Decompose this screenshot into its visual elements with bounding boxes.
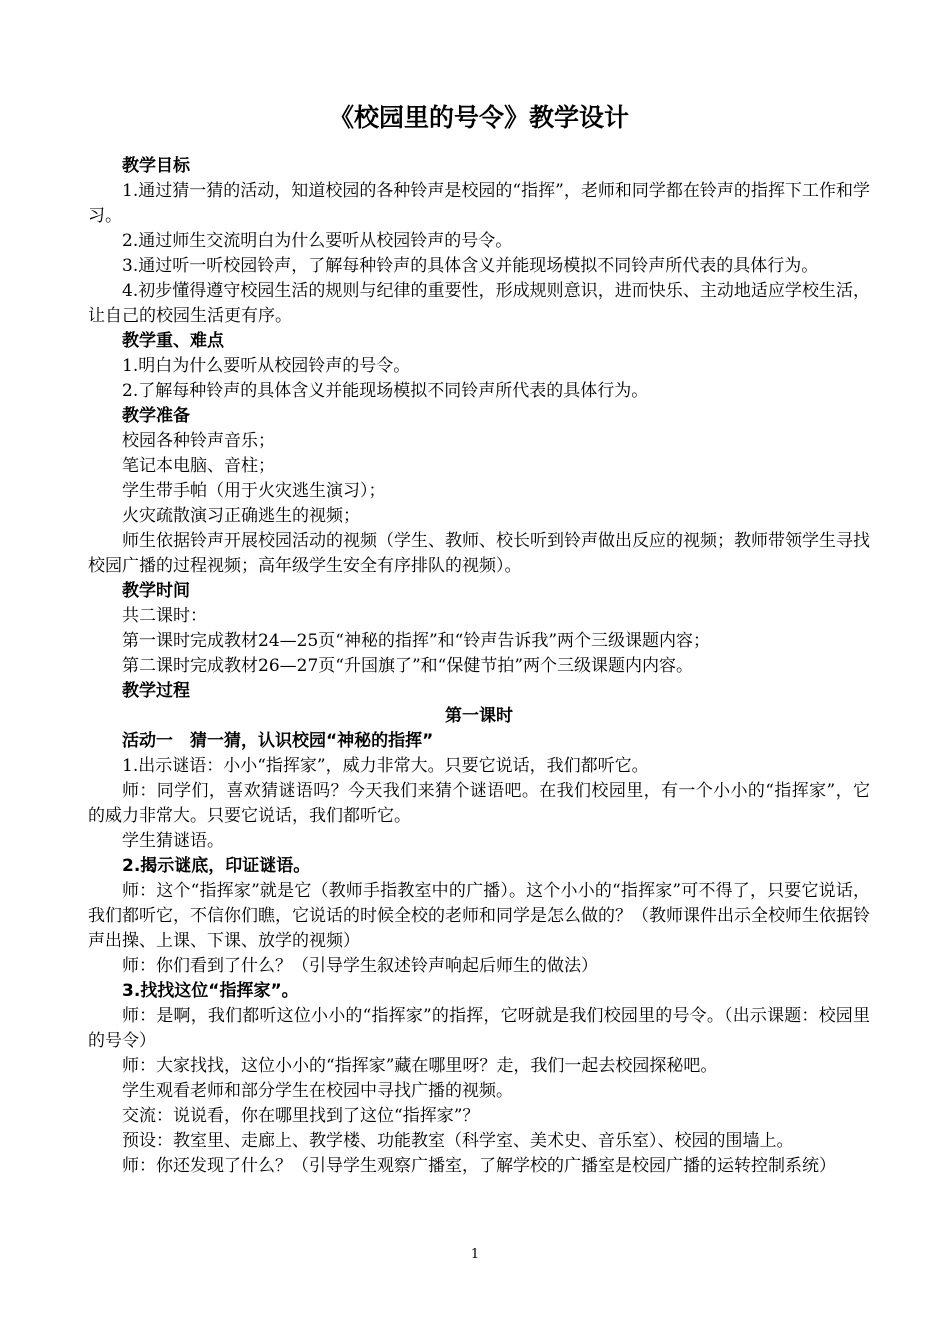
time-item: 第二课时完成教材26—27页“升国旗了”和“保健节拍”两个三级课题内内容。	[122, 656, 694, 676]
prep-item: 学生带手帕（用于火灾逃生演习）；	[122, 481, 386, 501]
activity-paragraph: 师：同学们，喜欢猜谜语吗？今天我们来猜个谜语吧。在我们校园里，有一个小小的“指挥家”，它的威力非常大。只要它说话，我们都听它。	[88, 781, 870, 826]
step-paragraph: 师：大家找找，这位小小的“指挥家”藏在哪里呀？走，我们一起去校园探秘吧。	[122, 1056, 718, 1076]
step-paragraph: 预设：教室里、走廊上、教学楼、功能教室（科学室、美术史、音乐室）、校园的围墙上。	[122, 1131, 794, 1151]
prep-item: 笔记本电脑、音柱；	[122, 456, 275, 476]
section-heading-time: 教学时间	[122, 581, 190, 601]
document-title: 《校园里的号令》教学设计	[328, 103, 629, 132]
activity-paragraph: 1.出示谜语：小小“指挥家”，威力非常大。只要它说话，我们都听它。	[122, 756, 649, 776]
prep-item: 校园各种铃声音乐；	[122, 431, 275, 451]
goal-item: 1.通过猜一猜的活动，知道校园的各种铃声是校园的“指挥”，老师和同学都在铃声的指挥下工作和学习。	[88, 181, 870, 226]
section-heading-preparation: 教学准备	[122, 406, 190, 426]
step-heading: 2.揭示谜底，印证谜语。	[122, 856, 311, 876]
lesson-heading: 第一课时	[445, 706, 513, 726]
prep-item: 火灾疏散演习正确逃生的视频；	[122, 506, 360, 526]
activity-paragraph: 学生猜谜语。	[122, 831, 224, 851]
key-point-item: 1.明白为什么要听从校园铃声的号令。	[122, 356, 411, 376]
goal-item: 2.通过师生交流明白为什么要听从校园铃声的号令。	[122, 231, 513, 251]
goal-item: 4.初步懂得遵守校园生活的规则与纪律的重要性，形成规则意识，进而快乐、主动地适应学校生活，让自己的校园生活更有序。	[88, 281, 870, 326]
page-number: 1	[470, 1247, 480, 1262]
time-item: 第一课时完成教材24—25页“神秘的指挥”和“铃声告诉我”两个三级课题内容；	[122, 631, 711, 651]
section-heading-key-points: 教学重、难点	[122, 331, 224, 351]
step-paragraph: 交流：说说看，你在哪里找到了这位“指挥家”？	[122, 1106, 480, 1126]
step-paragraph: 师：这个“指挥家”就是它（教师手指教室中的广播）。这个小小的“指挥家”可不得了，只要它说话，我们都听它，不信你们瞧，它说话的时候全校的老师和同学是怎么做的？（教师课件出示全校师生依据铃声出操、上课、下课、放学的视频）	[88, 881, 870, 951]
prep-item: 师生依据铃声开展校园活动的视频（学生、教师、校长听到铃声做出反应的视频；教师带领学生寻找校园广播的过程视频；高年级学生安全有序排队的视频）。	[88, 531, 870, 576]
activity-heading: 活动一 猜一猜，认识校园“神秘的指挥”	[122, 731, 434, 751]
step-paragraph: 师：你们看到了什么？（引导学生叙述铃声响起后师生的做法）	[122, 956, 598, 976]
step-paragraph: 师：是啊，我们都听这位小小的“指挥家”的指挥，它呀就是我们校园里的号令。（出示课题：校园里的号令）	[88, 1006, 870, 1051]
step-heading: 3.找找这位“指挥家”。	[122, 981, 299, 1001]
key-point-item: 2.了解每种铃声的具体含义并能现场模拟不同铃声所代表的具体行为。	[122, 381, 649, 401]
step-paragraph: 学生观看老师和部分学生在校园中寻找广播的视频。	[122, 1081, 513, 1101]
section-heading-process: 教学过程	[122, 681, 190, 701]
time-item: 共二课时：	[122, 606, 207, 626]
section-heading-goals: 教学目标	[122, 156, 190, 176]
goal-item: 3.通过听一听校园铃声，了解每种铃声的具体含义并能现场模拟不同铃声所代表的具体行为。	[122, 256, 819, 276]
step-paragraph: 师：你还发现了什么？（引导学生观察广播室，了解学校的广播室是校园广播的运转控制系统）	[122, 1156, 836, 1176]
document-page	[88, 100, 870, 1179]
